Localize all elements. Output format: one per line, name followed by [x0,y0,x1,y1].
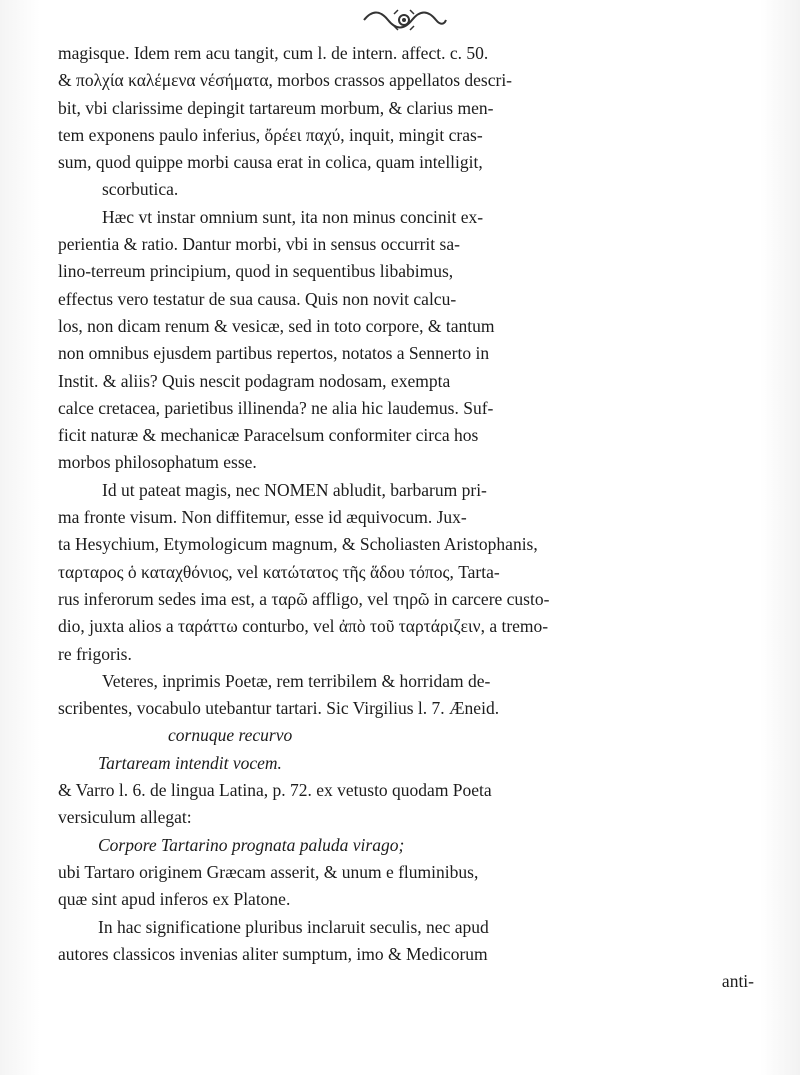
text-line: ta Hesychium, Etymologicum magnum, & Scholiasten Aristophanis, [58,534,538,555]
text-line: effectus vero testatur de sua causa. Quis non novit calcu- [58,288,457,309]
text-line: magisque. Idem rem acu tangit, cum l. de intern. affect. c. 50. [58,43,489,63]
text-line: quæ sint apud inferos ex Platone. [58,889,291,910]
text-line: lino-terreum principium, quod in sequentibus libabimus, [58,261,454,282]
catchword: anti- [721,971,754,992]
header-ornament [358,6,450,34]
text-line: & Varro l. 6. de lingua Latina, p. 72. ex vetusto quodam Poeta [58,780,492,801]
ornament-icon [358,6,450,34]
text-line: Instit. & aliis? Quis nescit podagram nodosam, exempta [58,370,451,391]
paragraph-start: Veteres, inprimis Poetæ, rem terribilem & horridam de- [102,670,491,691]
text-line: scorbutica. [102,179,179,200]
text-line: dio, juxta alios a ταράττω conturbo, vel ἀπὸ τοῦ ταρτάριζειν, a tremo- [58,616,549,637]
text-line: scribentes, vocabulo utebantur tartari. Sic Virgilius l. 7. Æneid. [58,698,500,719]
text-line: los, non dicam renum & vesicæ, sed in toto corpore, & tantum [58,315,495,336]
paragraph-start: Hæc vt instar omnium sunt, ita non minus concinit ex- [102,206,484,227]
text-line: re frigoris. [58,643,132,664]
text-line: autores classicos invenias aliter sumptum, imo & Medicorum [58,943,488,964]
text-line: ficit naturæ & mechanicæ Paracelsum conformiter circa hos [58,425,479,446]
paragraph-start: In hac significatione pluribus inclaruit seculis, nec apud [98,916,489,937]
body-text [58,40,758,995]
text-line: & πολχία καλέμενα νέσήματα, morbos crassos appellatos descri- [58,70,513,91]
text-line: perientia & ratio. Dantur morbi, vbi in sensus occurrit sa- [58,234,460,255]
text-line: non omnibus ejusdem partibus repertos, notatos a Sennerto in [58,343,490,364]
text-line: calce cretacea, parietibus illinenda? ne alia hic laudemus. Suf- [58,397,494,418]
text-line: bit, vbi clarissime depingit tartareum morbum, & clarius men- [58,97,494,118]
text-line: morbos philosophatum esse. [58,452,257,473]
verse-line: Tartaream intendit vocem. [98,752,282,773]
text-line: versiculum allegat: [58,807,192,828]
text-line: ubi Tartaro originem Græcam asserit, & unum e fluminibus, [58,861,479,882]
text-line: rus inferorum sedes ima est, a ταρῶ affligo, vel τηρῶ in carcere custo- [58,588,550,609]
text-line: sum, quod quippe morbi causa erat in colica, quam intelligit, [58,152,483,173]
text-line: ma fronte visum. Non diffitemur, esse id æquivocum. Jux- [58,507,467,528]
verse-line: cornuque recurvo [168,725,293,746]
verse-line: Corpore Tartarino prognata paluda virago; [98,834,405,855]
text-line: tem exponens paulo inferius, ὄρέει παχύ, inquit, mingit cras- [58,124,483,145]
paragraph-start: Id ut pateat magis, nec NOMEN abludit, barbarum pri- [102,479,487,500]
text-line: ταρταρος ὁ καταχθόνιος, vel κατώτατος τῆς ἅδου τόπος, Tarta- [58,561,500,582]
